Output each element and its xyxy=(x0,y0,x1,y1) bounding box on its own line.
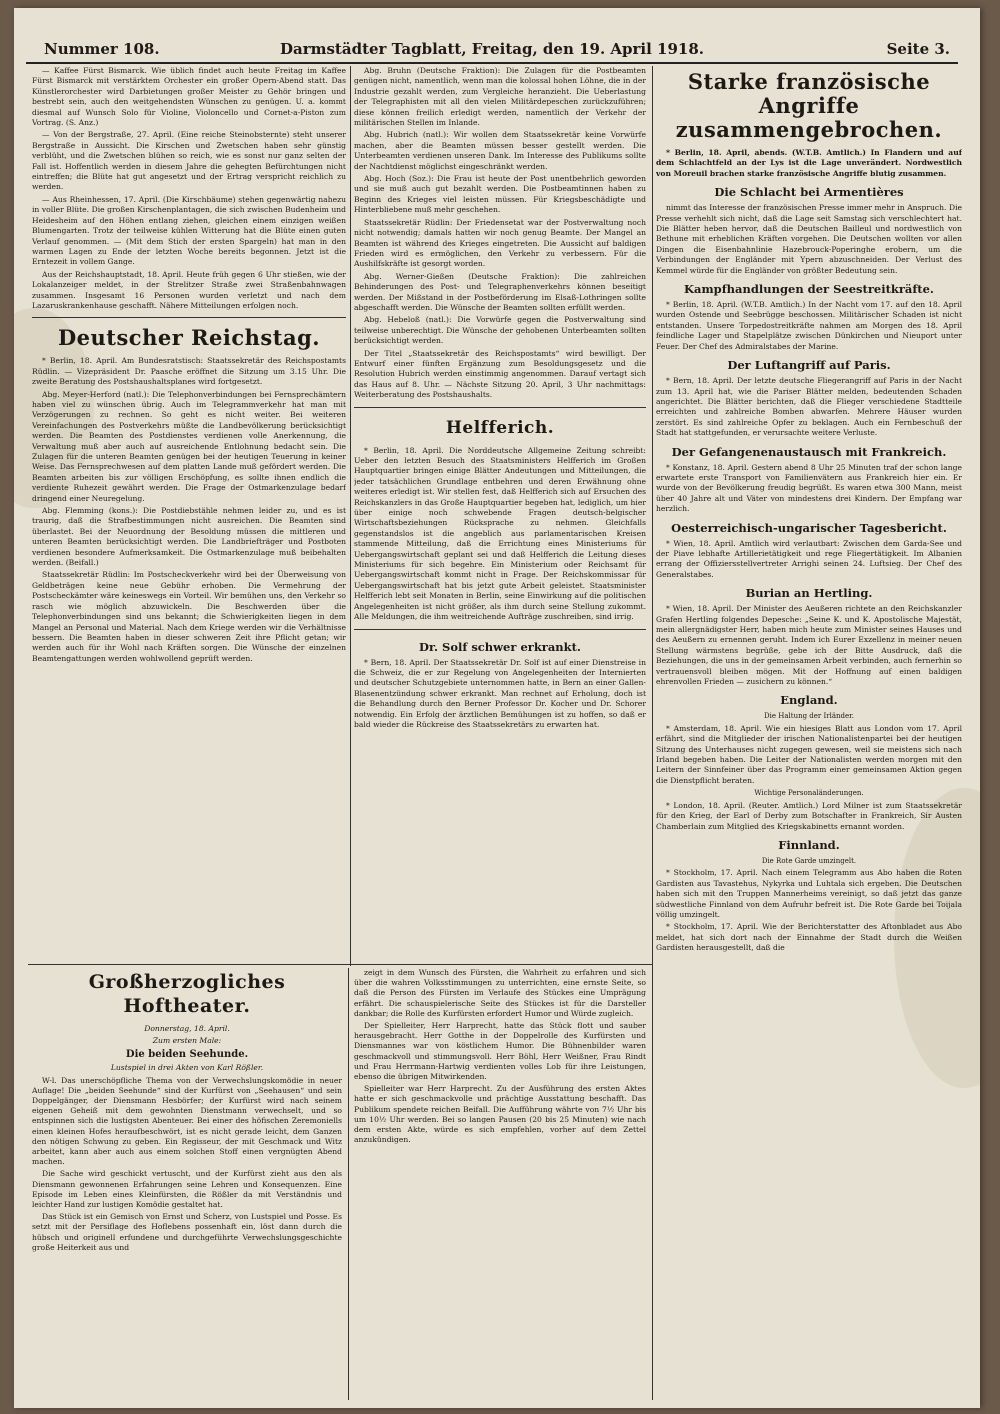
article-paragraph: Der Spielleiter, Herr Harprecht, hatte das Stück flott und sauber herausgebracht. Herr Gotthe in der Doppelrolle des Kurfürsten und Diensmannes war von köstlichem Humor. Die Bühnenbilder waren geschmackvoll und stimmungsvoll. Herr Böhl, Herr Weißner, Frau Rindt und Frau Herrmann-Hartwig verdienten volles Lob für ihre Leistungen, ebenso die übrigen Mitwirkenden. xyxy=(354,1021,646,1082)
premiere-note: Zum ersten Male: xyxy=(152,1036,222,1046)
reichstag-headline: Deutscher Reichstag. xyxy=(57,325,321,351)
issue-number: Nummer 108. xyxy=(44,40,160,58)
article-paragraph: zeigt in dem Wunsch des Fürsten, die Wahrheit zu erfahren und sich über die wahren Volksstimmungen zu unterrichten, eine ernste Seite, so daß die Person des Fürsten im Verlaufe des Stückes eine Umprägung erfährt. Die schauspielerische Seite des Stückes ist für die Darsteller dankbar; die Rolle des Kurfürsten erfordert Humor und Würde zugleich. xyxy=(354,968,646,1018)
article-paragraph: * Berlin, 18. April, abends. (W.T.B. Amtlich.) In Flandern und auf dem Schlachtfeld an der Lys ist die Lage unverändert. Nordwestlich von Moreuil brachen starke französische Angriffe blutig zusammen. xyxy=(656,148,962,178)
article-paragraph: * Berlin, 18. April. Die Norddeutsche Allgemeine Zeitung schreibt: Ueber den letzten Besuch des Staatsministers Helfferich im Großen Hauptquartier bringen einige Blätter Andeutungen und Mitteilungen, die jeder tatsächlichen Grundlage entbehren und deren Erwähnung ohne weiteres erledigt ist. Wir stellen fest, daß Helfferich sich auf Ersuchen des Reichskanzlers in das Große Hauptquartier begeben hat, lediglich, um hier über einige noch schwebende Fragen deutsch-belgischer Wirtschaftsbeziehungen Rücksprache zu nehmen. Gleichfalls gegenstandslos ist die angeblich aus parlamentarischen Kreisen stammende Mitteilung, daß die Errichtung eines Ministeriums für Uebergangswirtschaft geplant sei und daß Helfferich die Leitung dieses Ministeriums für sich begehre. Ein Ministerium oder Reichsamt für Uebergangswirtschaft kommt nicht in Frage. Der Reichskommissar für Uebergangswirtschaft hat bis jetzt gute Arbeit geleistet. Staatsminister Helfferich lebt seit Monaten in Berlin, seine Einwirkung auf die politischen Angelegenheiten ist nicht größer, als ihm durch seine Stellung zukommt. Alle Meldungen, die ihm weitreichende Aufträge zuschreiben, sind irrig. xyxy=(354,445,646,622)
article-paragraph: — Von der Bergstraße, 27. April. (Eine reiche Steinobsternte) steht unserer Bergstraße in Aussicht. Die Kirschen und Zwetschen haben sehr günstig verblüht, und die Zwetschen blühen so reich, wie es sonst nur ganz selten der Fall ist. Hoffentlich werden in diesem Jahre die gehegten Befürchtungen nicht eintreffen; die Blüte hat gut angesetzt und der Ertrag verspricht reichlich zu werden. xyxy=(32,130,346,192)
subheading: Die Haltung der Irländer. xyxy=(764,712,854,721)
theater-column-1 xyxy=(32,968,342,1400)
column-rule xyxy=(348,968,349,1400)
article-paragraph: * Amsterdam, 18. April. Wie ein hiesiges Blatt aus London vom 17. April erfährt, sind die Mitglieder der irischen Nationalistenpartei bei der heutigen Sitzung des Unterhauses nicht zugegen gewesen, weil sie meistens sich nach Irland begeben haben. Die Leiter der Nationalisten werden morgen mit den Leitern der Sinnfeiner über das Programm einer gemeinsamen Aktion gegen die Dienstpflicht beraten. xyxy=(656,723,962,785)
article-paragraph: Spielleiter war Herr Harprecht. Zu der Ausführung des ersten Aktes hatte er sich geschmackvolle und prächtige Ausstattung beschafft. Das Publikum spendete reichen Beifall. Die Aufführung währte von 7½ Uhr bis um 10½ Uhr werden. Bei so langen Pausen (20 bis 25 Minuten) wie nach dem ersten Akte, würde es sich empfehlen, vorher auf dem Zettel anzukündigen. xyxy=(354,1084,646,1145)
solf-headline: Dr. Solf schwer erkrankt. xyxy=(419,639,581,654)
masthead xyxy=(26,36,958,64)
newspaper-title: Darmstädter Tagblatt, Freitag, den 19. April 1918. xyxy=(279,40,705,58)
article-paragraph: Abg. Flemming (kons.): Die Postdiebstähle nehmen leider zu, und es ist traurig, daß die Strafbestimmungen nicht ausreichen. Die Beamten sind überlastet. Bei der Neuordnung der Besoldung müssen die mittleren und unteren Beamten berücksichtigt werden. Die Landbriefträger und Postboten verdienen besondere Aufmerksamkeit. Die Ostmarkenzulage muß beibehalten werden. (Beifall.) xyxy=(32,506,346,568)
theater-column-2 xyxy=(354,968,646,1400)
article-paragraph: * Konstanz, 18. April. Gestern abend 8 Uhr 25 Minuten traf der schon lange erwartete erste Transport von Familienvätern aus Frankreich hier ein. Er wurde von der Bevölkerung freudig begrüßt. Es waren etwa 300 Mann, meist über 40 Jahre alt und Väter von mindestens drei Kindern. Der Empfang war herzlich. xyxy=(656,462,962,514)
article-paragraph: Abg. Bruhn (Deutsche Fraktion): Die Zulagen für die Postbeamten genügen nicht, namentlich, wenn man die kolossal hohen Löhne, die in der Industrie gezahlt werden, zum Vergleiche heranzieht. Die Ueberlastung der Telegraphisten mit all den vielen Militärdepeschen zurückzuführen; diese können freilich erledigt werden, namentlich der Verkehr der militärischen Stellen im Inlande. xyxy=(354,66,646,128)
section-heading: Finnland. xyxy=(778,837,840,852)
article-paragraph: * Wien, 18. April. Der Minister des Aeußeren richtete an den Reichskanzler Grafen Hertling folgendes Depesche: „Seine K. und K. Apostolische Majestät, mein allergnädigster Herr, haben mich heute zum Minister seines Hauses und des Aeußern zu ernennen geruht. Indem ich Eurer Exzellenz in meiner neuen Stellung wärmstens begrüße, gebe ich der Bitte Ausdruck, daß die Beziehungen, die uns in der gemeinsamen Arbeit verbinden, auch fernerhin so vertrauensvoll bleiben mögen. Mit der Hoffnung auf einen baldigen ehrenvollen Frieden — zusichern zu können.“ xyxy=(656,604,962,687)
article-paragraph: * Stockholm, 17. April. Wie der Berichterstatter des Aftonbladet aus Abo meldet, hat sich dort nach der Einnahme der Stadt durch die Weißen Gardisten herausgestellt, daß die xyxy=(656,922,962,953)
subheading: Die Rote Garde umzingelt. xyxy=(761,856,857,865)
article-paragraph: Aus der Reichshauptstadt, 18. April. Heute früh gegen 6 Uhr stießen, wie der Lokalanzeiger meldet, in der Strelitzer Straße zwei Straßenbahnwagen zusammen. Insgesamt 16 Personen wurden verletzt und nach dem Lazaruskrankenhause geschafft. Nähere Mitteilungen erfolgen noch. xyxy=(32,269,346,310)
article-paragraph: Die Sache wird geschickt vertuscht, und der Kurfürst zieht aus den als Diensmann gewonnenen Erfahrungen seine Lehren und Konsequenzen. Eine Episode im Leben eines Kleinfürsten, die Rößler da mit Verständnis und leichter Hand zur lustigen Komödie gestaltet hat. xyxy=(32,1169,342,1210)
section-heading: Der Gefangenenaustausch mit Frankreich. xyxy=(671,444,947,459)
article-paragraph: Abg. Hubrich (natl.): Wir wollen dem Staatssekretär keine Vorwürfe machen, aber die Beamten müssen besser gestellt werden. Die Unterbeamten verdienen unseren Dank. Im Interesse des Publikums sollte der Nachtdienst möglichst eingeschränkt werden. xyxy=(354,130,646,171)
article-paragraph: Abg. Werner-Gießen (Deutsche Fraktion): Die zahlreichen Behinderungen des Post- und Telegraphenverkehrs können beseitigt werden. Der Mißstand in der Postbeförderung im Elsaß-Lothringen sollte abgeschafft werden. Die Wünsche der Beamten sollten erfüllt werden. xyxy=(354,271,646,312)
article-paragraph: * Berlin, 18. April. (W.T.B. Amtlich.) In der Nacht vom 17. auf den 18. April wurden Ostende und Seebrügge beschossen. Militärischer Schaden ist nicht entstanden. Unsere Torpedostreitkräfte nahmen am Morgen des 18. April feindliche Lager und Stapelplätze zwischen Dünkirchen und Nieuport unter Feuer. Der Chef des Admiralstabes der Marine. xyxy=(656,300,962,351)
article-paragraph: * Berlin, 18. April. Am Bundesratstisch: Staatssekretär des Reichspostamts Rüdlin. — Vizepräsident Dr. Paasche eröffnet die Sitzung um 3.15 Uhr. Die zweite Beratung des Postshaushaltsplanes wird fortgesetzt. xyxy=(32,356,346,387)
article-paragraph: Staatssekretär Rüdlin: Im Postscheckverkehr wird bei der Überweisung von Geldbeträgen keine neue Gebühr erhoben. Die Vermehrung der Postscheckämter wäre keineswegs ein Vorteil. Wir bemühen uns, den Verkehr so rasch wie möglich abzuwickeln. Die Beschwerden über die Telephonverbindungen sind uns bekannt; die Schwierigkeiten liegen in dem Mangel an Personal und Material. Nach dem Kriege werden wir die Verhältnisse bessern. Die Beamten haben in dieser schweren Zeit ihre Pflicht getan; wir werden auch für ihr Wohl nach Kräften sorgen. Die Wünsche der einzelnen Beamtengattungen werden wohlwollend geprüft werden. xyxy=(32,570,346,663)
section-heading: Der Luftangriff auf Paris. xyxy=(727,358,891,373)
performance-date: Donnerstag, 18. April. xyxy=(144,1024,230,1033)
article-paragraph: * Bern, 18. April. Der Staatssekretär Dr. Solf ist auf einer Dienstreise in die Schweiz, die er zur Regelung von Angelegenheiten der Internierten und deutscher Schutzgebiete unternommen hatte, in Bern an einer Gallen-Blasenentzündung schwer erkrankt. Man rechnet auf Erholung, doch ist die Behandlung durch den Berner Professor Dr. Kocher und Dr. Schorer notwendig. Ein Erfolg der ärztlichen Bemühungen ist zu hoffen, so daß er bald wieder die Rückreise des Staatssekretärs zu erwarten hat. xyxy=(354,657,646,729)
article-paragraph: Der Titel „Staatssekretär des Reichspostamts“ wird bewilligt. Der Entwurf einer fünften Ergänzung zum Besoldungsgesetz und die Resolution Hubrich werden einstimmig angenommen. Darauf vertagt sich das Haus auf 8. Uhr. — Nächste Sitzung 20. April, 3 Uhr nachmittags: Weiterberatung des Postshaushalts. xyxy=(354,348,646,400)
theater-review xyxy=(32,968,652,1400)
column-2 xyxy=(354,66,646,961)
column-1 xyxy=(32,66,346,961)
article-paragraph: — Kaffee Fürst Bismarck. Wie üblich findet auch heute Freitag im Kaffee Fürst Bismarck mit verstärktem Orchester ein großer Opern-Abend statt. Das Künstlerorchester wird Darbietungen großer Meister zu Gehör bringen und bestrebt sein, auch den weitgehendsten Wünschen zu genügen. U. a. kommt diesmal auf Wunsch Solo für Violine, Violoncello und Cornet-a-Piston zum Vortrag. (S. Anz.) xyxy=(32,66,346,128)
theater-headline: Großherzogliches Hoftheater. xyxy=(88,971,286,1017)
article-paragraph: * London, 18. April. (Reuter. Amtlich.) Lord Milner ist zum Staatssekretär für den Krieg, der Earl of Derby zum Botschafter in Frankreich, Sir Austen Chamberlain zum Mitglied des Kriegskabinetts ernannt worden. xyxy=(656,800,962,831)
column-rule xyxy=(350,66,351,966)
section-heading: Oesterreichisch-ungarischer Tagesbericht. xyxy=(671,520,947,535)
helfferich-headline: Helfferich. xyxy=(445,417,555,438)
page-number: Seite 3. xyxy=(886,40,950,58)
subheading: Wichtige Personaländerungen. xyxy=(754,789,864,798)
article-paragraph: Staatssekretär Rüdlin: Der Friedensetat war der Postverwaltung noch nicht notwendig; damals hatten wir noch genug Beamte. Der Mangel an Beamten ist während des Krieges eingetreten. Die Aussicht auf baldigen Frieden wird es ermöglichen, den Verkehr zu verbessern. Für die Aushilfskräfte ist gesorgt worden. xyxy=(354,217,646,269)
column-rule xyxy=(652,66,653,1400)
article-paragraph: Abg. Hoch (Soz.): Die Frau ist heute der Post unentbehrlich geworden und sie muß auch gut bezahlt werden. Die Postbeamtinnen haben zu Beginn des Krieges viel leisten müssen. Für Kriegsbeschädigte und Hinterbliebene muß mehr geschehen. xyxy=(354,174,646,215)
article-paragraph: Das Stück ist ein Gemisch von Ernst und Scherz, von Lustspiel und Posse. Es setzt mit der Persiflage des Hoflebens possenhaft ein, löst dann durch die hübsch und originell erfundene und durchgeführte Verwechslungsgeschichte große Heiterkeit aus und xyxy=(32,1212,342,1252)
play-title: Die beiden Seehunde. xyxy=(125,1049,249,1061)
section-heading: England. xyxy=(780,693,838,708)
section-heading: Die Schlacht bei Armentières xyxy=(714,185,904,200)
article-paragraph: W-l. Das unerschöpfliche Thema von der Verwechslungskomödie in neuer Auflage! Die „beiden Seehunde“ sind der Kurfürst von „Seehausen“ und sein Doppelgänger, der Diensmann Hesbörfer; der Kurfürst wird nach seinem eigenen Geheiß mit dem gewohnten Dienstmann verwechselt, und so entspinnen sich die lustigsten Abenteuer. Bei einer des höfischen Zeremoniells einen kleinen Hofes heraufbeschwört, ist es nicht gerade leicht, dem Ganzen den nötigen Schwung zu geben. Ein Regisseur, der mit Geschmack und Witz arbeitet, kann aber auch aus einem solchen Stoff einen vergnügten Abend machen. xyxy=(32,1075,342,1167)
article-paragraph: Abg. Hebeloß (natl.): Die Vorwürfe gegen die Postverwaltung sind teilweise unberechtigt. Die Wünsche der gehobenen Unterbeamten sollten berücksichtigt werden. xyxy=(354,315,646,346)
article-paragraph: * Bern, 18. April. Der letzte deutsche Fliegerangriff auf Paris in der Nacht zum 13. April hat, wie die Pariser Blätter melden, bedeutenden Schaden angerichtet. Die Blätter berichten, daß die Flieger verschiedene Stadtteile erreichten und zahlreiche Bomben abwarfen. Mehrere Häuser wurden zerstört. Es sind zahlreiche Opfer zu beklagen. Auch ein Fernbeschuß der Stadt hat stattgefunden, er verursachte weitere Verluste. xyxy=(656,376,962,438)
article-paragraph: * Wien, 18. April. Amtlich wird verlautbart: Zwischen dem Garda-See und der Piave lebhafte Artillerietätigkeit und rege Fliegertätigkeit. Im Albanien errang der Offiziersstellvertreter Arrighi seinen 24. Luftsieg. Der Chef des Generalstabes. xyxy=(656,538,962,579)
section-heading: Burian an Hertling. xyxy=(745,586,873,601)
article-paragraph: Abg. Meyer-Herford (natl.): Die Telephonverbindungen bei Fernsprechämtern haben viel zu wünschen übrig. Auch im Telegrammverkehr hat man mit Verzögerungen zu rechnen. So geht es nicht weiter. Bei weiteren Vereinfachungen des Postverkehrs müßte die Landbevölkerung berücksichtigt werden. Die Beamten des Postdienstes verdienen volle Anerkennung, die Verwaltung muß aber auch auf ausreichende Entlohnung bedacht sein. Die Zulagen für die unteren Beamten genügen bei der heutigen Teuerung in keiner Weise. Das Fernsprechwesen auf dem platten Lande muß gefördert werden. Die Beamten arbeiten bis zur völligen Erschöpfung, es sollte ihnen endlich die verdiente Ruhezeit gewährt werden. Die Frage der Ostmarkenzulage bedarf dringend einer Neuregelung. xyxy=(32,389,346,503)
newspaper-page xyxy=(14,8,980,1408)
section-heading: Kampfhandlungen der Seestreitkräfte. xyxy=(684,282,934,297)
play-subtitle: Lustspiel in drei Akten von Karl Rößler. xyxy=(110,1063,264,1073)
article-paragraph: * Stockholm, 17. April. Nach einem Telegramm aus Abo haben die Roten Gardisten aus Tavastehus, Nykyrka und Luhtala sich ergeben. Die Deutschen haben sich mit den Truppen Mannerheims vereinigt, so daß jetzt das ganze südwestliche Finnland von dem Aufruhr befreit ist. Die Rote Garde bei Toijala völlig umzingelt. xyxy=(656,868,962,919)
section-rule xyxy=(28,964,652,965)
article-paragraph: — Aus Rheinhessen, 17. April. (Die Kirschbäume) stehen gegenwärtig nahezu in voller Blüte. Die großen Kirschenplantagen, die sich zwischen Budenheim und Heidesheim auf den Höhen entlang ziehen, gleichen einem einzigen weißen Blumengarten. Trotz der teilweise kühlen Witterung hat die Blüte einen guten Verlauf genommen. — (Mit dem Stich der ersten Spargeln) hat man in den warmen Lagen zu Ende der letzten Woche bereits begonnen. Jetzt ist die Erntezeit in vollem Gange. xyxy=(32,194,346,267)
article-paragraph: nimmt das Interesse der französischen Presse immer mehr in Anspruch. Die Presse verhehlt sich nicht, daß die Lage seit Samstag sich verschlechtert hat. Die Blätter heben hervor, daß die Deutschen Bailleul und nordwestlich von Bethune mit erheblichen Kräften vorgehen. Die Deutschen wollten vor allen Dingen die Eisenbahnlinie Hazebrouck-Poperinghe erobern, um die Verbindungen der Engländer mit Ypern abzuschneiden. Der Verlust des Kemmel würde für die Engländer von größter Bedeutung sein. xyxy=(656,203,962,275)
column-3 xyxy=(656,66,962,1400)
main-headline: Starke französische Angriffe zusammengebrochen. xyxy=(675,69,943,142)
